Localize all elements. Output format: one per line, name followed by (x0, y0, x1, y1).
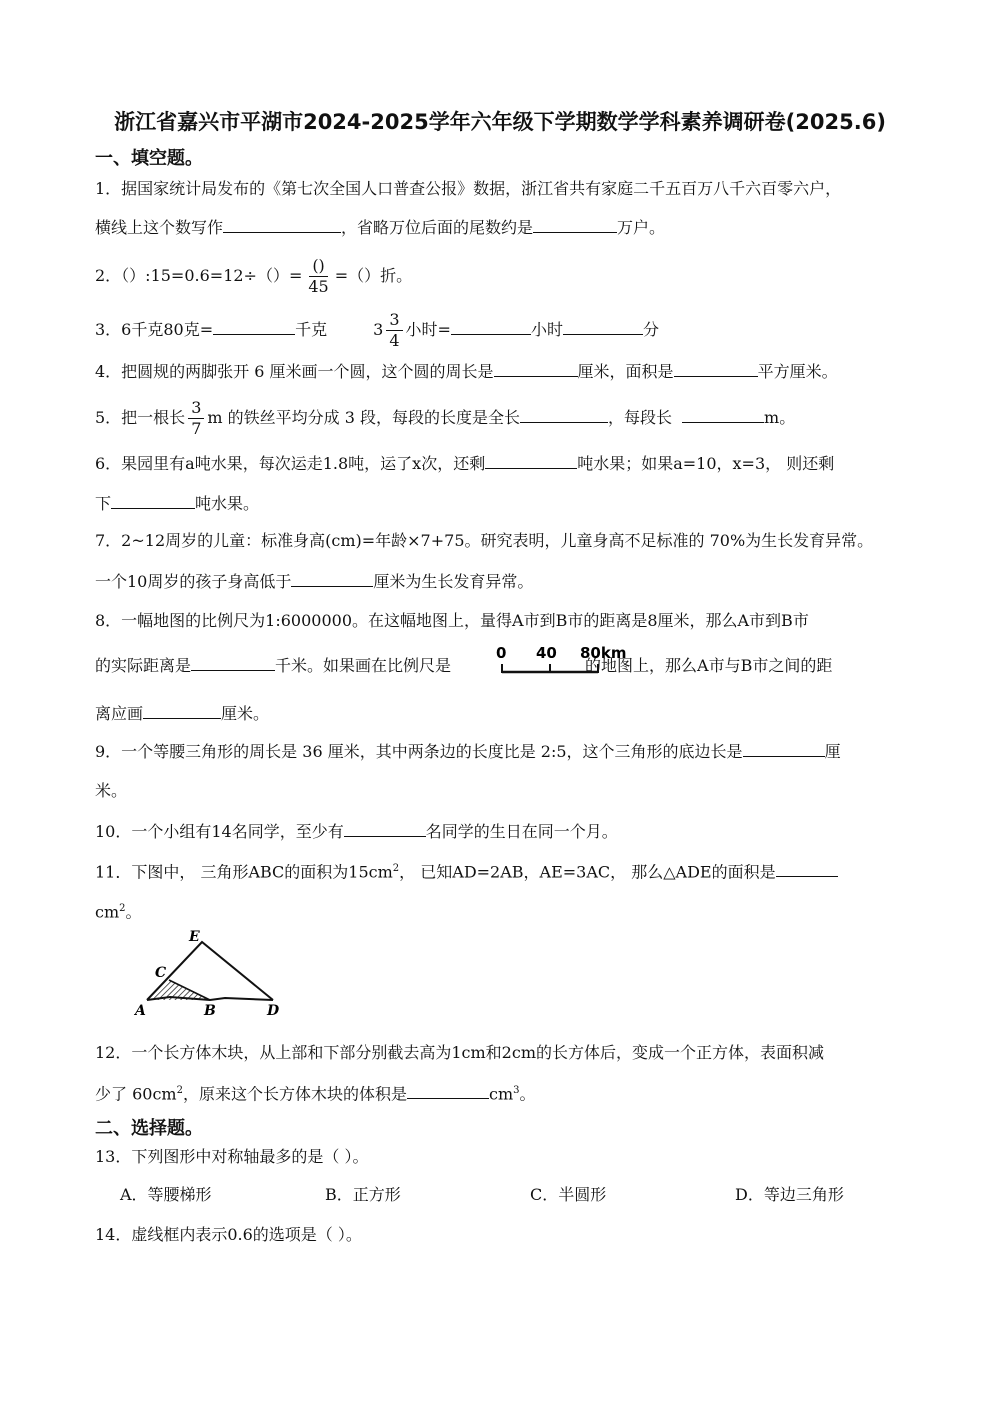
q1-text-2: ，省略万位后面的尾数约是 (341, 218, 534, 237)
question-3 (95, 310, 659, 351)
q12-text-2: ，原来这个长方体木块的体积是 (182, 1084, 407, 1104)
q2-fraction-denominator: 45 (308, 277, 329, 296)
q6-text-3: 下 (95, 494, 112, 513)
q5-fraction-denominator: 7 (191, 419, 202, 438)
q4-blank-2 (674, 360, 758, 377)
q3-blank-1 (213, 318, 295, 335)
q10-text-2: 名同学的生日在同一个月。 (425, 822, 618, 841)
scale-label-40: 40 (536, 644, 557, 662)
question-11-line-1 (95, 858, 838, 883)
q4-text-3: 平方厘米。 (757, 362, 838, 381)
label-e: E (189, 929, 200, 945)
q7-text-1: 一个10周岁的孩子身高低于 (95, 572, 292, 591)
q12-sup-1: 2 (176, 1085, 183, 1096)
q5-fraction-numerator: 3 (188, 398, 204, 419)
label-b: B (204, 1003, 216, 1019)
q8-blank-1 (191, 654, 275, 671)
q6-blank-1 (485, 452, 577, 469)
q4-text-2: 厘米，面积是 (577, 362, 674, 381)
q3-text-3: 小时= (405, 320, 451, 339)
q12-text-3: cm (488, 1084, 514, 1104)
q1-text-3: 万户。 (617, 218, 666, 237)
question-6-line-1 (95, 452, 834, 475)
q11-text-1: 11．下图中， 三角形ABC的面积为15cm (95, 862, 393, 882)
q5-fraction (188, 398, 204, 439)
scale-label-80km: 80km (580, 644, 627, 662)
q1-text-1: 横线上这个数写作 (95, 218, 224, 237)
section-fill-in-title: 一、填空题。 (95, 148, 203, 169)
q5-text-2: m 的铁丝平均分成 3 段，每段的长度是全长 (207, 408, 520, 427)
q2-fraction-numerator: () (309, 256, 327, 277)
q3-blank-2 (451, 318, 531, 335)
q5-blank-1 (520, 406, 608, 423)
question-1-line-2 (95, 216, 665, 239)
q8-text-2: 千米。如果画在比例尺是 (275, 656, 452, 675)
q12-sup-2: 3 (513, 1085, 520, 1096)
q9-text-2: 厘 (824, 742, 841, 761)
triangle-diagram (125, 925, 290, 1020)
question-4 (95, 360, 838, 383)
q10-blank-1 (344, 820, 426, 837)
q4-blank-1 (494, 360, 578, 377)
question-2 (95, 256, 412, 297)
q3-fraction-denominator: 4 (389, 331, 400, 350)
q6-blank-2 (111, 492, 195, 509)
question-7-line-2 (95, 570, 533, 593)
q2-text-1: 2．（）:15=0.6=12÷（）= (95, 266, 303, 285)
q8-text-4: 离应画 (95, 704, 144, 723)
question-13-options (120, 1184, 940, 1206)
q1-blank-1 (223, 216, 341, 233)
q11-sup-2: 2 (119, 903, 126, 914)
q8-blank-2 (143, 702, 221, 719)
q5-blank-2 (682, 406, 764, 423)
q12-blank-1 (407, 1082, 489, 1099)
q9-text-1: 9．一个等腰三角形的周长是 36 厘米，其中两条边的长度比是 2:5，这个三角形的底边长是 (95, 742, 743, 761)
q7-text-2: 厘米为生长发育异常。 (373, 572, 534, 591)
question-12-line-2 (95, 1080, 536, 1105)
q8-text-5: 厘米。 (221, 704, 270, 723)
q3-text-2: 千克 (295, 320, 328, 339)
q8-text-1: 的实际距离是 (95, 656, 192, 675)
question-12-line-1: 12．一个长方体木块，从上部和下部分别截去高为1cm和2cm的长方体后，变成一个正方体，表面积减 (95, 1043, 824, 1062)
q3-text-4: 小时 (530, 320, 563, 339)
q12-text-1: 少了 60cm (95, 1084, 177, 1104)
q1-blank-2 (533, 216, 617, 233)
q8-text-3: 的地图上，那么A市与B市之间的距 (585, 656, 833, 675)
q11-text-3: cm (95, 902, 120, 922)
scale-label-0: 0 (496, 644, 507, 662)
question-7-line-1: 7．2~12周岁的儿童：标准身高(cm)=年龄×7+75。研究表明，儿童身高不足标准的 70%为生长发育异常。 (95, 531, 874, 550)
q4-text-1: 4．把圆规的两脚张开 6 厘米画一个圆，这个圆的周长是 (95, 362, 494, 381)
q3-blank-3 (563, 318, 643, 335)
q3-text-5: 分 (642, 320, 659, 339)
option-d[interactable]: D．等边三角形 (735, 1185, 844, 1204)
question-11-line-2 (95, 898, 142, 923)
question-8-line-3 (95, 702, 269, 725)
question-9-line-1 (95, 740, 841, 763)
q11-text-4: 。 (125, 902, 142, 922)
q11-text-2: ， 已知AD=2AB，AE=3AC， 那么△ADE的面积是 (399, 862, 776, 882)
q11-sup-1: 2 (392, 863, 400, 874)
q5-text-3: ，每段长 (608, 408, 673, 427)
q3-fraction-numerator: 3 (386, 310, 402, 331)
q2-fraction (305, 256, 331, 297)
scale-bar (494, 640, 630, 682)
q5-text-1: 5．把一根长 (95, 408, 186, 427)
q7-blank-1 (291, 570, 373, 587)
question-8-line-2 (95, 654, 832, 677)
q3-fraction (386, 310, 402, 351)
question-5 (95, 398, 795, 439)
label-a: A (135, 1003, 146, 1019)
q11-blank-1 (776, 860, 838, 877)
q6-text-2: 吨水果；如果a=10，x=3， 则还剩 (577, 454, 835, 473)
option-c[interactable]: C．半圆形 (530, 1185, 607, 1204)
question-10 (95, 820, 618, 843)
q9-blank-1 (743, 740, 825, 757)
q12-text-4: 。 (519, 1084, 536, 1104)
label-c: C (155, 965, 167, 981)
q10-text-1: 10．一个小组有14名同学，至少有 (95, 822, 344, 841)
question-6-line-2 (95, 492, 259, 515)
q6-text-4: 吨水果。 (195, 494, 260, 513)
question-14: 14．虚线框内表示0.6的选项是（ ）。 (95, 1225, 362, 1244)
question-13: 13．下列图形中对称轴最多的是（ ）。 (95, 1147, 369, 1166)
q3-whole-number: 3 (373, 320, 384, 339)
q5-text-4: m。 (764, 408, 796, 427)
label-d: D (267, 1003, 280, 1019)
question-8-line-1: 8．一幅地图的比例尺为1:6000000。在这幅地图上，量得A市到B市的距离是8厘米，那么A市到B市 (95, 611, 809, 630)
q3-text-1: 3．6千克80克= (95, 320, 214, 339)
q2-text-2: =（）折。 (334, 266, 413, 285)
option-a[interactable]: A．等腰梯形 (120, 1185, 212, 1204)
q6-text-1: 6．果园里有a吨水果，每次运走1.8吨，运了x次，还剩 (95, 454, 486, 473)
section-choice-title: 二、选择题。 (95, 1118, 203, 1139)
question-1-line-1: 1．据国家统计局发布的《第七次全国人口普查公报》数据，浙江省共有家庭二千五百万八千六百零六户， (95, 179, 842, 198)
exam-title: 浙江省嘉兴市平湖市2024-2025学年六年级下学期数学学科素养调研卷(2025.6) (114, 110, 886, 134)
question-9-line-2: 米。 (95, 781, 128, 800)
option-b[interactable]: B．正方形 (325, 1185, 401, 1204)
